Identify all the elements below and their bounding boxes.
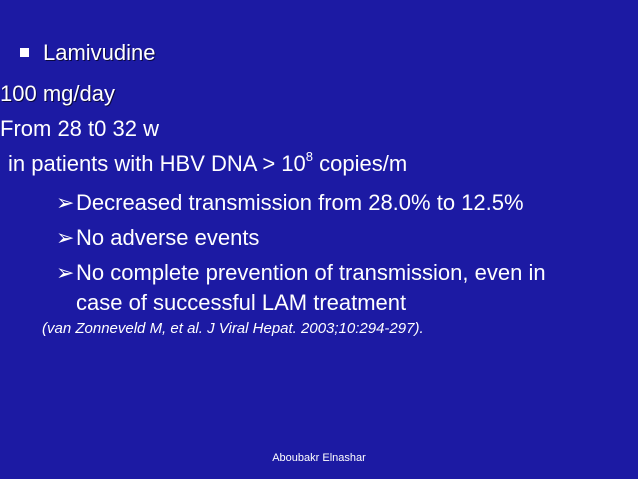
result-text: No adverse events <box>76 225 260 250</box>
duration-line: From 28 t0 32 w <box>0 116 159 141</box>
result-item <box>56 190 524 216</box>
citation: (van Zonneveld M, et al. J Viral Hepat. 2003;10:294-297). <box>42 320 424 337</box>
result-item <box>56 260 546 286</box>
footer-author: Aboubakr Elnashar <box>272 452 366 464</box>
population-prefix: in patients with HBV DNA > 10 <box>8 151 306 176</box>
result-item <box>56 225 259 251</box>
arrow-bullet-icon: ➢ <box>56 260 75 285</box>
result-continuation: case of successful LAM treatment <box>76 290 407 315</box>
result-text: No complete prevention of transmission, even in <box>76 260 546 285</box>
drug-name: Lamivudine <box>43 40 156 65</box>
arrow-bullet-icon: ➢ <box>56 225 75 250</box>
population-exponent: 8 <box>305 148 313 164</box>
dose-line: 100 mg/day <box>0 81 115 106</box>
population-suffix: copies/m <box>313 151 408 176</box>
arrow-bullet-icon: ➢ <box>56 190 75 215</box>
square-bullet-icon <box>20 48 29 57</box>
title-line <box>20 40 156 66</box>
population-line <box>8 148 408 177</box>
result-text: Decreased transmission from 28.0% to 12.5% <box>76 190 524 215</box>
